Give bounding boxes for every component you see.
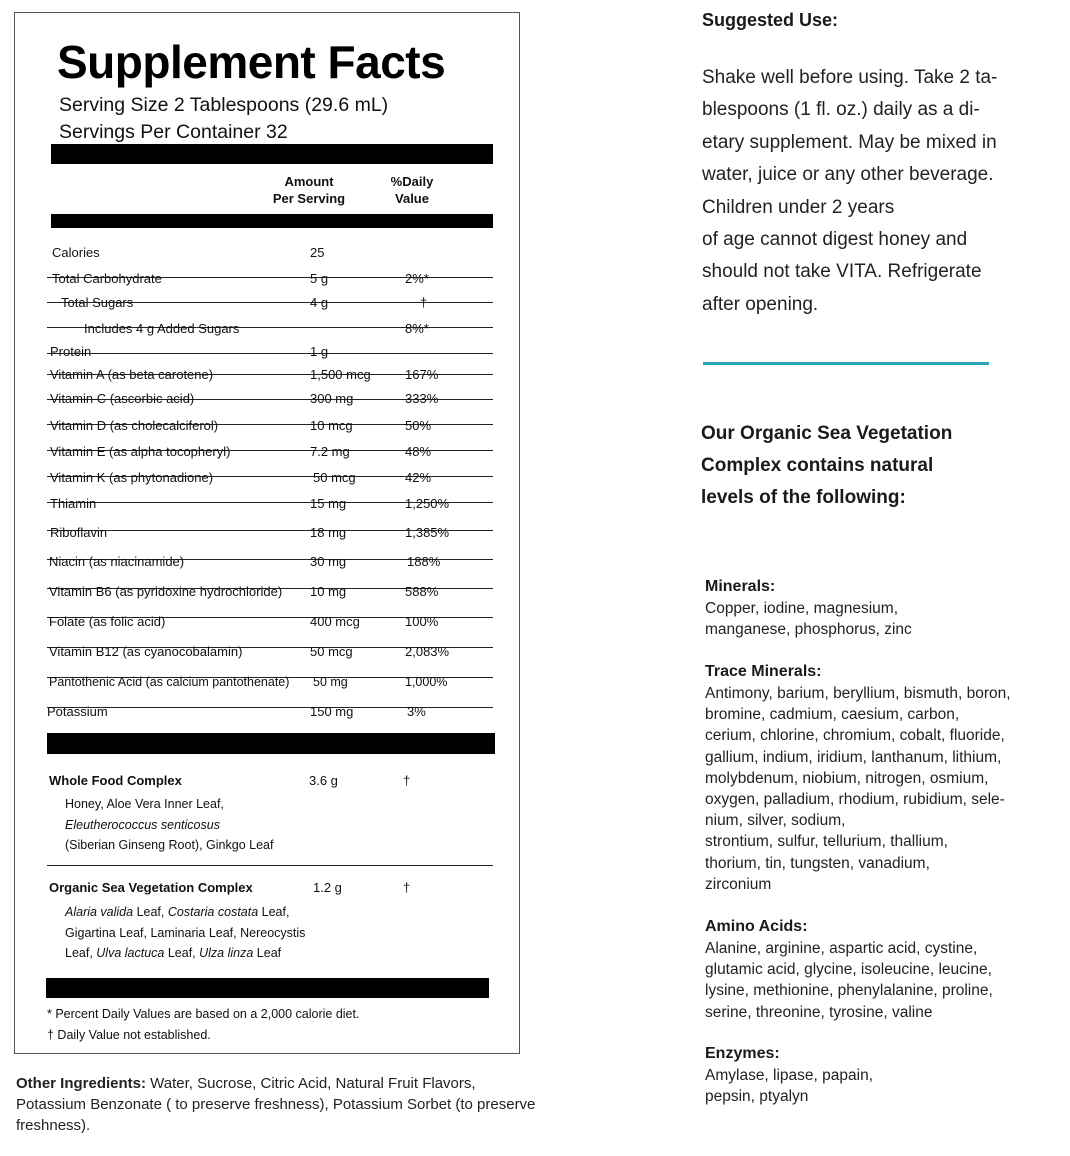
list-line: strontium, sulfur, tellurium, thallium,	[705, 833, 948, 851]
ingredient-italic: Ulza linza	[199, 946, 254, 961]
other-ingredients	[16, 1073, 546, 1136]
other-ingredients-text: Water, Sucrose, Citric Acid, Natural Fruit Flavors, Potassium Benzonate ( to preserve freshness), Potassium Sorbet (to preserve freshness).	[16, 1075, 536, 1134]
heading-line: Our Organic Sea Vegetation	[701, 423, 953, 444]
minerals-list	[705, 598, 1065, 640]
list-line: Copper, iodine, magnesium,	[705, 600, 899, 617]
nutrient-daily-value: 167%	[405, 367, 439, 382]
text-line: after opening.	[702, 293, 819, 315]
servings-per-container: Servings Per Container 32	[59, 121, 288, 143]
ingredient-italic: Ulva lactuca	[96, 946, 165, 961]
column-header-amount	[253, 173, 365, 207]
nutrient-name: Total Carbohydrate	[52, 271, 162, 286]
ingredient-text: Leaf,	[133, 905, 168, 919]
nutrient-amount: 7.2 mg	[310, 444, 350, 459]
nutrient-name: Pantothenic Acid (as calcium pantothenate)	[49, 675, 290, 689]
nutrient-amount: 150 mg	[310, 704, 354, 719]
text-line: Shake well before using. Take 2 ta-	[702, 67, 998, 88]
sea-vegetation-heading	[701, 418, 1021, 514]
nutrient-amount: 10 mg	[310, 584, 347, 599]
footnote-daily-values: * Percent Daily Values are based on a 2,000 calorie diet.	[47, 1007, 360, 1021]
nutrient-name: Vitamin B12 (as cyanocobalamin)	[49, 644, 243, 659]
row-divider	[47, 865, 493, 866]
nutrient-amount: 400 mcg	[310, 614, 360, 629]
nutrient-amount: 4 g	[310, 295, 329, 310]
nutrient-name: Folate (as folic acid)	[49, 614, 166, 629]
nutrient-amount: 1,500 mcg	[310, 367, 371, 382]
amino-acids-heading: Amino Acids:	[705, 918, 808, 935]
text-line: etary supplement. May be mixed in	[702, 131, 997, 153]
nutrient-name: Vitamin E (as alpha tocopheryl)	[50, 444, 231, 459]
suggested-use-title: Suggested Use:	[702, 10, 839, 30]
ingredient-text: Leaf,	[258, 905, 290, 919]
thick-divider	[47, 733, 495, 754]
whole-food-complex-ingredients	[65, 794, 273, 856]
suggested-use-text	[702, 62, 1052, 321]
footnote-not-established: † Daily Value not established.	[47, 1028, 211, 1042]
thick-divider	[51, 214, 493, 228]
sea-vegetation-complex-daily-value: †	[403, 880, 411, 895]
heading-line: Complex contains natural	[701, 455, 934, 476]
nutrient-name: Niacin (as niacinamide)	[49, 554, 185, 569]
thick-divider	[51, 144, 493, 164]
nutrient-amount: 50 mg	[313, 675, 348, 689]
whole-food-complex-amount: 3.6 g	[309, 773, 338, 788]
nutrient-name: Includes 4 g Added Sugars	[84, 321, 240, 336]
nutrient-amount: 50 mcg	[313, 470, 356, 485]
list-line: cerium, chlorine, chromium, cobalt, fluoride,	[705, 727, 1005, 745]
nutrient-daily-value: 8%*	[405, 321, 429, 336]
nutrient-name: Total Sugars	[61, 295, 134, 310]
ingredient-line: Gigartina Leaf, Laminaria Leaf, Nereocystis	[65, 925, 306, 940]
nutrient-daily-value: 1,000%	[405, 675, 448, 689]
text-line: should not take VITA. Refrigerate	[702, 261, 982, 283]
nutrient-daily-value: †	[420, 295, 428, 310]
nutrient-name: Vitamin C (ascorbic acid)	[50, 391, 195, 406]
nutrient-daily-value: 2,083%	[405, 644, 450, 659]
list-line: thorium, tin, tungsten, vanadium,	[705, 854, 930, 872]
ingredient-italic: Costaria costata	[167, 905, 259, 919]
enzymes-heading: Enzymes:	[705, 1045, 780, 1062]
text-line: water, juice or any other beverage.	[702, 164, 994, 186]
serving-size: Serving Size 2 Tablespoons (29.6 mL)	[59, 94, 389, 116]
nutrient-name: Vitamin B6 (as pyridoxine hydrochloride)	[49, 584, 283, 599]
list-line: bromine, cadmium, caesium, carbon,	[705, 706, 960, 724]
nutrient-name: Vitamin A (as beta carotene)	[50, 367, 214, 382]
trace-minerals-list	[705, 683, 1065, 895]
supplement-facts-panel	[14, 12, 520, 1054]
nutrient-daily-value: 188%	[407, 554, 441, 569]
column-header-dv-line1: %Daily	[390, 174, 434, 189]
nutrient-daily-value: 1,385%	[405, 525, 450, 540]
nutrient-amount: 15 mg	[310, 496, 347, 511]
list-line: Antimony, barium, beryllium, bismuth, boron,	[705, 685, 1011, 702]
amino-acids-list	[705, 938, 1065, 1023]
list-line: serine, threonine, tyrosine, valine	[705, 1003, 933, 1021]
ingredient-text: Leaf,	[164, 946, 200, 961]
list-line: manganese, phosphorus, zinc	[705, 621, 912, 639]
sea-vegetation-complex-name: Organic Sea Vegetation Complex	[49, 880, 253, 895]
list-line: lysine, methionine, phenylalanine, proline,	[705, 982, 993, 1000]
sea-vegetation-complex-amount: 1.2 g	[313, 880, 342, 895]
nutrient-amount: 300 mg	[310, 391, 354, 406]
accent-divider	[703, 362, 989, 365]
column-header-dv-line2: Value	[395, 191, 429, 206]
nutrient-daily-value: 588%	[405, 584, 439, 599]
list-line: zirconium	[705, 875, 772, 893]
nutrient-amount: 1 g	[310, 344, 329, 359]
facts-title: Supplement Facts	[57, 36, 446, 88]
nutrient-daily-value: 42%	[405, 470, 432, 485]
nutrient-daily-value: 333%	[405, 391, 439, 406]
nutrient-name: Vitamin D (as cholecalciferol)	[50, 418, 219, 433]
text-line: blespoons (1 fl. oz.) daily as a di-	[702, 99, 980, 121]
text-line: Children under 2 years	[702, 196, 895, 218]
ingredient-line	[65, 902, 305, 923]
whole-food-complex-name: Whole Food Complex	[49, 773, 182, 788]
nutrient-name: Potassium	[47, 704, 108, 719]
row-divider	[47, 353, 493, 354]
nutrient-amount: 25	[310, 245, 325, 260]
ingredient-line: Honey, Aloe Vera Inner Leaf,	[65, 797, 224, 811]
list-line: glutamic acid, glycine, isoleucine, leucine,	[705, 961, 992, 979]
thick-divider	[46, 978, 489, 998]
nutrient-name: Calories	[52, 245, 100, 260]
nutrient-amount: 30 mg	[310, 554, 347, 569]
list-line: oxygen, palladium, rhodium, rubidium, sele-	[705, 791, 1005, 809]
other-ingredients-label: Other Ingredients:	[16, 1075, 147, 1092]
list-line: pepsin, ptyalyn	[705, 1088, 809, 1106]
nutrient-daily-value: 1,250%	[405, 496, 450, 511]
list-line: nium, silver, sodium,	[705, 812, 846, 830]
minerals-heading: Minerals:	[705, 578, 776, 595]
nutrient-name: Vitamin K (as phytonadione)	[50, 470, 214, 485]
nutrient-name: Riboflavin	[50, 525, 108, 540]
ingredient-line: (Siberian Ginseng Root), Ginkgo Leaf	[65, 838, 274, 853]
row-divider	[47, 707, 493, 708]
list-line: gallium, indium, iridium, lanthanum, lithium,	[705, 748, 1002, 766]
nutrient-name: Thiamin	[50, 496, 97, 511]
nutrient-amount: 10 mcg	[310, 418, 353, 433]
whole-food-complex-daily-value: †	[403, 773, 411, 788]
column-header-daily-value	[373, 173, 451, 207]
nutrient-name: Protein	[50, 344, 92, 359]
ingredient-text: Leaf	[253, 946, 282, 961]
ingredient-italic: Alaria valida	[65, 905, 134, 919]
list-line: molybdenum, niobium, nitrogen, osmium,	[705, 769, 989, 787]
ingredient-italic: Eleutherococcus senticosus	[65, 817, 220, 832]
nutrient-daily-value: 3%	[407, 704, 426, 719]
nutrient-daily-value: 2%*	[405, 271, 429, 286]
nutrient-amount: 50 mcg	[310, 644, 353, 659]
nutrient-daily-value: 48%	[405, 444, 432, 459]
text-line: of age cannot digest honey and	[702, 229, 968, 251]
list-line: Amylase, lipase, papain,	[705, 1067, 874, 1084]
list-line: Alanine, arginine, aspartic acid, cystine,	[705, 940, 978, 957]
nutrient-daily-value: 50%	[405, 418, 432, 433]
heading-line: levels of the following:	[701, 487, 906, 508]
enzymes-list	[705, 1065, 1065, 1107]
trace-minerals-heading: Trace Minerals:	[705, 663, 822, 680]
nutrient-amount: 5 g	[310, 271, 329, 286]
column-header-amount-line1: Amount	[284, 174, 334, 189]
column-header-amount-line2: Per Serving	[272, 191, 346, 206]
nutrient-amount: 18 mg	[310, 525, 347, 540]
ingredient-text: Leaf,	[65, 946, 97, 961]
ingredient-line	[65, 943, 305, 964]
nutrient-daily-value: 100%	[405, 614, 439, 629]
ingredient-line	[65, 815, 273, 836]
sea-vegetation-complex-ingredients	[65, 902, 305, 964]
